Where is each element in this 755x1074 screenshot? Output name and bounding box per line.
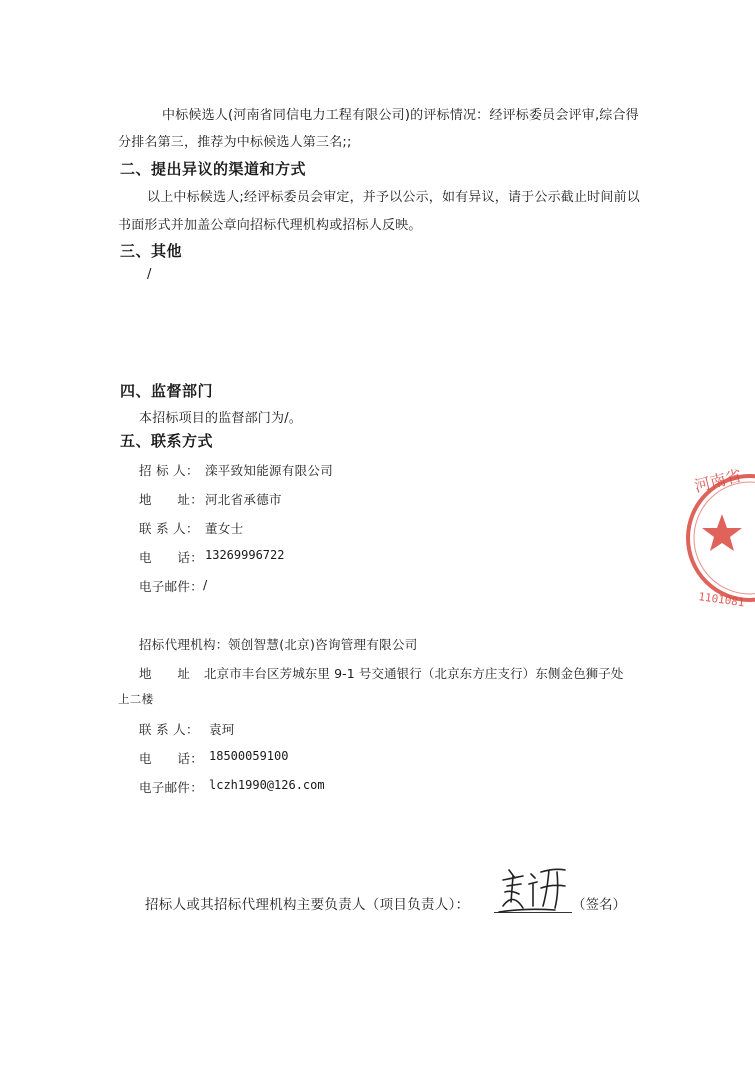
agency-contact-label: 联 系 人： bbox=[139, 722, 199, 737]
section2-line2: 书面形式并加盖公章向招标代理机构或招标人反映。 bbox=[118, 218, 422, 233]
tenderer-name-label: 招 标 人： bbox=[139, 463, 199, 478]
tenderer-phone-label: 电 话： bbox=[139, 550, 204, 565]
agency-name: 领创智慧(北京)咨询管理有限公司 bbox=[228, 637, 418, 652]
seal-top-text: 河南省 bbox=[692, 465, 744, 496]
section3-heading: 三、其他 bbox=[120, 242, 183, 260]
seal-bottom-text: 1101081 bbox=[697, 590, 746, 610]
tenderer-address-label: 地 址： bbox=[139, 492, 204, 507]
agency-phone: 18500059100 bbox=[209, 749, 289, 763]
section4-content: 本招标项目的监督部门为/。 bbox=[139, 411, 302, 426]
section1-line1: 中标候选人(河南省同信电力工程有限公司)的评标情况：经评标委员会评审,综合得 bbox=[162, 108, 639, 123]
agency-email-label: 电子邮件： bbox=[139, 780, 204, 795]
tenderer-email: / bbox=[203, 577, 208, 592]
tenderer-address: 河北省承德市 bbox=[205, 492, 282, 507]
tenderer-phone: 13269996722 bbox=[205, 548, 285, 562]
section5-heading: 五、联系方式 bbox=[120, 432, 214, 450]
section2-line1: 以上中标候选人;经评标委员会审定，并予以公示，如有异议，请于公示截止时间前以 bbox=[147, 190, 640, 205]
section4-heading: 四、监督部门 bbox=[120, 382, 214, 400]
agency-address-line2: 上二楼 bbox=[118, 692, 154, 706]
tenderer-name: 滦平致知能源有限公司 bbox=[205, 463, 334, 478]
agency-address-line1: 北京市丰台区芳城东里 9-1 号交通银行（北京东方庄支行）东侧金色狮子处 bbox=[204, 666, 624, 681]
agency-contact: 袁珂 bbox=[209, 722, 235, 737]
agency-address-label: 地 址 bbox=[139, 666, 191, 681]
signature-suffix: （签名） bbox=[572, 897, 626, 913]
section3-content: / bbox=[147, 267, 152, 282]
company-seal bbox=[692, 458, 755, 618]
tenderer-contact-label: 联 系 人： bbox=[139, 521, 199, 536]
tenderer-email-label: 电子邮件： bbox=[139, 579, 204, 594]
agency-phone-label: 电 话： bbox=[139, 751, 204, 766]
agency-name-label: 招标代理机构： bbox=[139, 637, 229, 652]
signature-statement: 招标人或其招标代理机构主要负责人（项目负责人）： bbox=[145, 897, 470, 913]
tenderer-contact: 董女士 bbox=[205, 521, 244, 536]
section1-line2: 分排名第三，推荐为中标候选人第三名;; bbox=[118, 135, 352, 150]
agency-email: lczh1990@126.com bbox=[209, 778, 325, 792]
section2-heading: 二、提出异议的渠道和方式 bbox=[120, 160, 307, 178]
handwritten-signature bbox=[495, 862, 575, 918]
